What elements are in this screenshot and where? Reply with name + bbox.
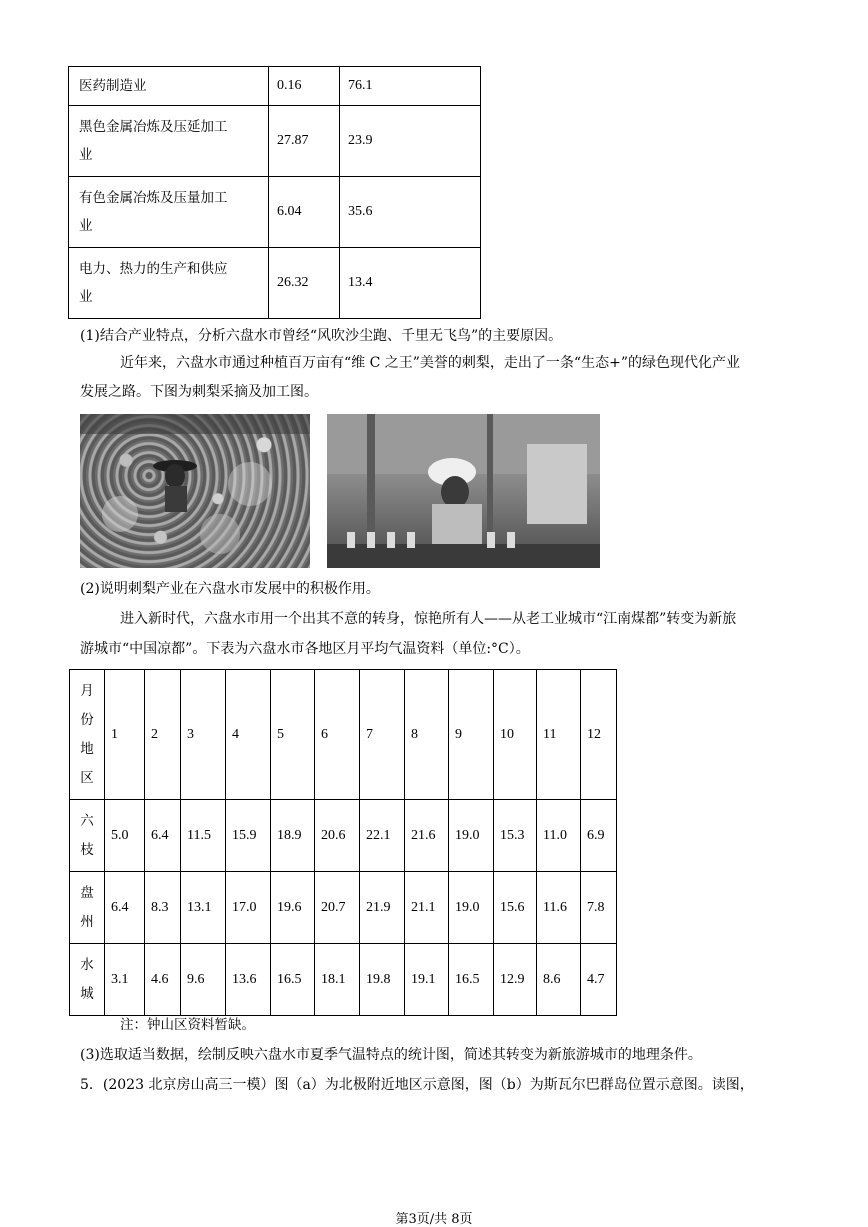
industry-name-line2: 业 <box>79 218 93 234</box>
month-header: 11 <box>537 670 581 800</box>
month-header: 2 <box>145 670 181 800</box>
month-header: 9 <box>449 670 494 800</box>
temp-cell: 19.0 <box>449 800 494 872</box>
temp-cell: 5.0 <box>105 800 145 872</box>
temp-cell: 7.8 <box>581 872 617 944</box>
temp-cell: 20.6 <box>315 800 360 872</box>
picking-photo <box>80 414 310 568</box>
industry-name <box>69 248 269 319</box>
paragraph-1-line-2: 发展之路。下图为刺梨采摘及加工图。 <box>80 384 318 400</box>
industry-name-line1: 黑色金属冶炼及压延加工 <box>79 119 228 135</box>
table-row <box>69 177 481 248</box>
industry-name <box>69 67 269 106</box>
temp-cell: 11.5 <box>181 800 226 872</box>
question-1: (1)结合产业特点，分析六盘水市曾经“风吹沙尘跑、千里无飞鸟”的主要原因。 <box>80 328 563 344</box>
question-5: 5．(2023 北京房山高三一模）图（a）为北极附近地区示意图，图（b）为斯瓦尔巴群岛位置示意图。读图， <box>80 1077 754 1093</box>
temp-cell: 19.1 <box>405 944 449 1016</box>
industry-name-line1: 医药制造业 <box>79 78 147 94</box>
industry-value-2: 76.1 <box>340 67 481 106</box>
temp-cell: 19.8 <box>360 944 405 1016</box>
temp-cell: 18.9 <box>271 800 315 872</box>
temp-cell: 6.4 <box>145 800 181 872</box>
region-label-char: 枝 <box>80 841 94 858</box>
temp-cell: 21.9 <box>360 872 405 944</box>
temp-cell: 12.9 <box>494 944 537 1016</box>
industry-value-1: 26.32 <box>269 248 340 319</box>
page-footer: 第3页/共 8页 <box>395 1212 473 1227</box>
region-label-cell <box>70 872 105 944</box>
temp-cell: 19.6 <box>271 872 315 944</box>
temp-cell: 20.7 <box>315 872 360 944</box>
temp-cell: 19.0 <box>449 872 494 944</box>
temp-cell: 15.3 <box>494 800 537 872</box>
temp-cell: 6.4 <box>105 872 145 944</box>
industry-value-1: 0.16 <box>269 67 340 106</box>
region-label-char: 六 <box>80 812 94 829</box>
temp-cell: 6.9 <box>581 800 617 872</box>
processing-photo-drawing <box>327 414 600 568</box>
temp-cell: 4.7 <box>581 944 617 1016</box>
region-label-cell <box>70 800 105 872</box>
question-2: (2)说明刺梨产业在六盘水市发展中的积极作用。 <box>80 581 380 597</box>
temp-cell: 15.9 <box>226 800 271 872</box>
paragraph-2-line-2: 游城市“中国凉都”。下表为六盘水市各地区月平均气温资料（单位:°C）。 <box>80 641 530 657</box>
header-label-char: 份 <box>80 711 94 728</box>
industry-name-line1: 电力、热力的生产和供应 <box>79 261 228 277</box>
region-label-char: 盘 <box>80 884 94 901</box>
temp-cell: 9.6 <box>181 944 226 1016</box>
table-row <box>70 872 617 944</box>
month-header: 8 <box>405 670 449 800</box>
temp-cell: 13.6 <box>226 944 271 1016</box>
industry-name <box>69 177 269 248</box>
temp-cell: 22.1 <box>360 800 405 872</box>
temp-cell: 4.6 <box>145 944 181 1016</box>
month-header: 4 <box>226 670 271 800</box>
month-header: 7 <box>360 670 405 800</box>
temp-cell: 13.1 <box>181 872 226 944</box>
month-header: 10 <box>494 670 537 800</box>
temp-cell: 3.1 <box>105 944 145 1016</box>
header-label-char: 区 <box>80 769 94 786</box>
header-label-cell <box>70 670 105 800</box>
temp-cell: 18.1 <box>315 944 360 1016</box>
temp-cell: 21.1 <box>405 872 449 944</box>
region-label-char: 州 <box>80 913 94 930</box>
industry-value-1: 27.87 <box>269 106 340 177</box>
table-row <box>69 248 481 319</box>
processing-photo <box>327 414 600 568</box>
region-label-cell <box>70 944 105 1016</box>
temp-cell: 15.6 <box>494 872 537 944</box>
question-3: (3)选取适当数据，绘制反映六盘水市夏季气温特点的统计图，简述其转变为新旅游城市的地理条件。 <box>80 1047 702 1063</box>
region-label-char: 城 <box>80 985 94 1002</box>
table-row <box>70 800 617 872</box>
month-header: 3 <box>181 670 226 800</box>
temperature-table <box>69 669 617 1016</box>
month-header: 12 <box>581 670 617 800</box>
header-label-char: 月 <box>80 682 94 699</box>
industry-name-line2: 业 <box>79 289 93 305</box>
industry-name-line1: 有色金属冶炼及压量加工 <box>79 190 228 206</box>
table-row <box>69 67 481 106</box>
temp-cell: 8.3 <box>145 872 181 944</box>
temp-cell: 11.6 <box>537 872 581 944</box>
industry-name <box>69 106 269 177</box>
industry-value-2: 23.9 <box>340 106 481 177</box>
month-header: 1 <box>105 670 145 800</box>
table-header-row <box>70 670 617 800</box>
industry-value-2: 13.4 <box>340 248 481 319</box>
temp-cell: 21.6 <box>405 800 449 872</box>
temp-cell: 17.0 <box>226 872 271 944</box>
temp-cell: 8.6 <box>537 944 581 1016</box>
industry-name-line2: 业 <box>79 147 93 163</box>
table-note: 注：钟山区资料暂缺。 <box>120 1017 255 1033</box>
industry-table <box>68 66 481 319</box>
temp-cell: 16.5 <box>271 944 315 1016</box>
temp-cell: 11.0 <box>537 800 581 872</box>
month-header: 6 <box>315 670 360 800</box>
paragraph-1-line-1: 近年来，六盘水市通过种植百万亩有“维 C 之王”美誉的刺梨，走出了一条“生态+”的绿色现代化产业 <box>120 355 740 371</box>
paragraph-2-line-1: 进入新时代，六盘水市用一个出其不意的转身，惊艳所有人——从老工业城市“江南煤都”转变为新旅 <box>120 611 737 627</box>
region-label-char: 水 <box>80 956 94 973</box>
industry-value-1: 6.04 <box>269 177 340 248</box>
industry-value-2: 35.6 <box>340 177 481 248</box>
header-label-char: 地 <box>80 740 94 757</box>
table-row <box>70 944 617 1016</box>
picking-photo-drawing <box>80 414 310 568</box>
table-row <box>69 106 481 177</box>
month-header: 5 <box>271 670 315 800</box>
temp-cell: 16.5 <box>449 944 494 1016</box>
